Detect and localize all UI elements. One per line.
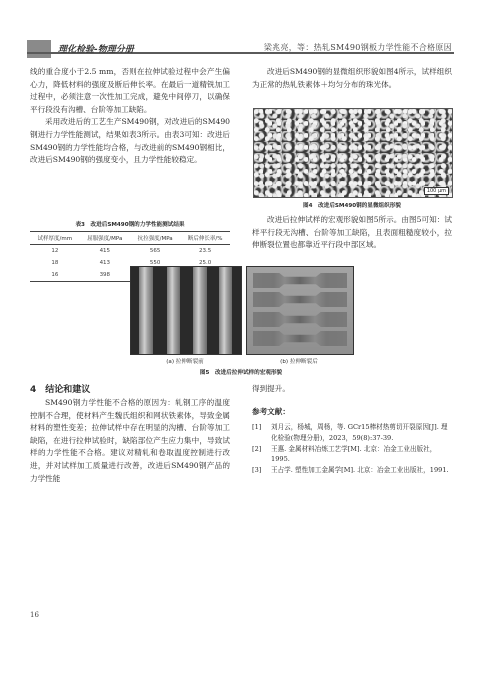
table-cell: 16 bbox=[30, 269, 80, 282]
column-header: 屈服强度/MPa bbox=[80, 232, 130, 245]
reference-item bbox=[252, 444, 452, 466]
reference-text: 王占学. 塑性加工金属学[M]. 北京：冶金工业出版社，1991. bbox=[271, 466, 449, 475]
figure-5-caption: 图5 改进后拉伸试样的宏观形貌 bbox=[199, 370, 283, 376]
reference-number: [2] bbox=[252, 444, 262, 453]
conclusion-text: SM490钢力学性能不合格的原因为：轧钢工序的温度控制不合理，使材料产生魏氏组织和网状铁素体，导致金属材料的塑性变差；拉伸试样中存在明显的沟槽、台阶等加工缺陷，在进行拉伸试验时，缺陷部位产生应力集中，导致试样的力学性能不合格。建议对精轧和卷取温度控制进行改进，并对试样加工质量进行改善，改进后SM490钢产品的力学性能 bbox=[30, 398, 230, 483]
column-header: 断后伸长率/% bbox=[180, 232, 230, 245]
table-row bbox=[30, 245, 230, 258]
table-cell: 12 bbox=[51, 248, 59, 254]
left-column-top bbox=[30, 66, 230, 167]
reference-number: [1] bbox=[252, 423, 262, 431]
scale-bar: 100 μm bbox=[424, 187, 449, 195]
reference-text: 王惠. 金属材料冶炼工艺学[M]. 北京：冶金工业出版社，1995. bbox=[271, 444, 437, 464]
column-header: 抗拉强度/MPa bbox=[130, 232, 180, 245]
specimen-photo-before bbox=[130, 266, 242, 355]
right-column-bottom: 得到提升。 bbox=[252, 384, 290, 393]
section-heading: 4 结论和建议 bbox=[30, 385, 91, 395]
table-cell: 18 bbox=[51, 260, 59, 266]
right-column-mid: 改进后拉伸试样的宏观形貌如图5所示。由图5可知：试样平行段无沟槽、台阶等加工缺陷，且表面粗糙度较小，拉伸断裂位置也都靠近平行段中部区域。 bbox=[252, 215, 452, 250]
references-list bbox=[252, 422, 452, 476]
figure-5a-label: (a) 拉伸断裂前 bbox=[166, 359, 204, 365]
page-number: 16 bbox=[30, 611, 39, 619]
specimen-photo-after bbox=[246, 266, 354, 355]
table-cell: 415 bbox=[99, 248, 111, 254]
micrograph-image bbox=[253, 108, 453, 198]
references-heading: 参考文献： bbox=[252, 407, 290, 416]
journal-brand: 理化检验-物理分册 bbox=[58, 45, 134, 55]
table-cell: 25.0 bbox=[199, 260, 212, 266]
paragraph: 采用改进后的工艺生产SM490钢，对改进后的SM490钢进行力学性能测试，结果如表3所示。由表3可知：改进后SM490钢的力学性能均合格，与改进前的SM490钢相比，改进后SM490钢的强度变小，且力学性能较稳定。 bbox=[30, 117, 230, 165]
figure-4-caption: 图4 改进后SM490钢的显微组织形貌 bbox=[303, 203, 401, 209]
running-title: 梁兆亮，等：热轧SM490钢板力学性能不合格原因 bbox=[263, 43, 452, 52]
table-caption: 表3 改进后SM490钢的力学性能测试结果 bbox=[75, 222, 185, 228]
reference-item bbox=[252, 465, 452, 476]
table-cell: 565 bbox=[149, 248, 161, 254]
reference-item bbox=[252, 422, 452, 444]
table-cell: 23.5 bbox=[199, 248, 212, 254]
table-cell: 413 bbox=[99, 260, 111, 266]
column-header: 试样厚度/mm bbox=[30, 232, 80, 245]
table-cell: 550 bbox=[149, 260, 161, 266]
table-cell: 398 bbox=[80, 269, 130, 282]
reference-number: [3] bbox=[252, 466, 262, 475]
journal-logo bbox=[27, 40, 51, 58]
reference-text: 刘月云，杨城，周杨，等. GCr15棒材热剪切开裂原因[J]. 理化检验(物理分册)，2023，59(8):37-39. bbox=[271, 423, 448, 442]
paragraph: 线的重合度小于2.5 mm，否则在拉伸试验过程中会产生偏心力，降低材料的强度及断后伸长率。在最后一道精铣加工过程中，必须注意一次性加工完成，避免中间停刀，以确保平行段没有沟槽、台阶等加工缺陷。 bbox=[30, 67, 230, 114]
right-column-top: 改进后SM490钢的显微组织形貌如图4所示，试样组织为正常的热轧铁素体＋均匀分布的珠光体。 bbox=[252, 67, 452, 89]
figure-5b-label: (b) 拉伸断裂后 bbox=[280, 359, 318, 365]
